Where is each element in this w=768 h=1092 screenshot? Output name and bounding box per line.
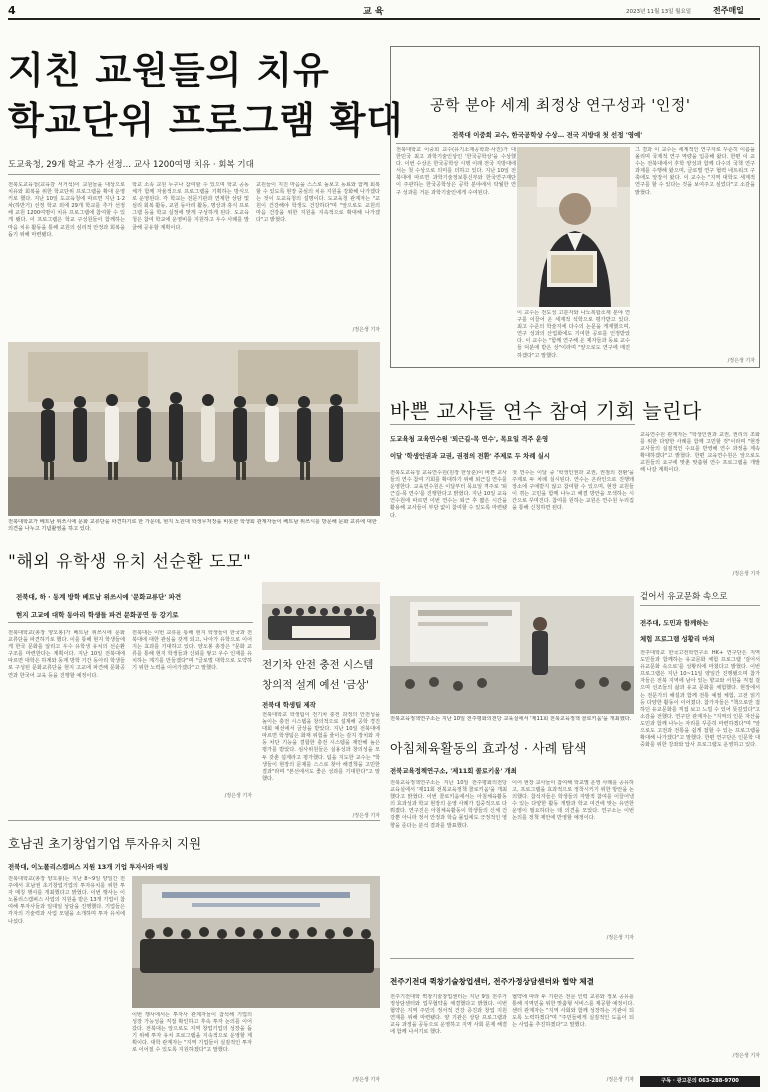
teachers-body-col2: 첫 연수는 이달 중 '학생인권과 교권, 권점의 전환'을 주제로 두 차례 실시된다. 연수는 온라인으로 진행돼 장소에 구애받지 않고 참여할 수 있으며, 현장 교원들이 겪는 고민을 함께 나누고 해결 방안을 모색하는 시간으로 꾸며진다. 참여를 원하는 교원은 연수원 누리집을 통해 신청하면 된다.: [512, 470, 634, 512]
charging-headline-line1: 전기차 안전 충전 시스템: [262, 659, 374, 671]
group-photo-caption: 전북대학교가 베트남 위쓰시에 문화 교류단을 파견하기로 한 가운데, 현지 노원대 학생무처장을 비롯한 학생회 관계자들이 베트남 위쓰시를 방문해 문화 교류에 대한 의견을 나누고 기념촬영을 하고 있다.: [8, 519, 377, 532]
teachers-subhead2: 이달 '학생인권과 교권, 권점의 전환' 주제로 두 차례 실시: [390, 452, 550, 460]
startup-body-col1: 전북대학교(총장 양오봉)는 지난 8~9일 양일간 전주에서 호남권 초기창업기업의 투자유치를 위한 투자 매칭 행사를 개최했다고 밝혔다. 이번 행사는 이노폴리스캠퍼스 사업의 지원을 받은 13개 기업이 참여해 투자사들과 일대일 상담을 진행했다. 기업들은 각자의 기술력과 사업 모델을 소개하며 투자 유치에 나섰다.: [8, 876, 125, 925]
culture-headline: 겉어서 유교문화 속으로: [640, 592, 728, 602]
lead-rule: [8, 174, 380, 175]
morning-body-col1: 전북교육정책연구소는 지난 10일 전주평화의전당 교육실에서 '제11회 전북교육정책 콜로키움'을 개최했다고 밝혔다. 이번 콜로키움에서는 아침체육활동의 효과성과 학교 현장의 운영 사례가 집중적으로 다뤄졌다. 연구진은 아침체육활동이 학생들의 신체 건강뿐 아니라 정서 안정과 학습 몰입에도 긍정적인 영향을 준다는 분석 결과를 발표했다.: [390, 780, 507, 829]
group-photo: [8, 342, 380, 516]
agreement-body-col2: 협약에 따라 두 기관은 전문 인력 교류와 정보 공유를 통해 지역민을 위한 맞춤형 서비스를 제공할 예정이다. 센터 관계자는 "지역 사회와 함께 성장하는 기관이 되도록 노력하겠다"며 "주민들에게 실질적인 도움이 되는 사업을 추진하겠다"고 말했다.: [512, 994, 634, 1029]
header-rule: [8, 18, 760, 20]
colloquium-photo-caption: 전북교육정책연구소는 지난 10일 전주평화의전당 교육실에서 '제11회 전북교육정책 콜로키움'을 개최했다.: [390, 716, 632, 722]
startup-subhead: 전북대, 이노폴리스캠퍼스 지원 13개 기업 투자사와 매칭: [8, 863, 169, 871]
startup-byline: /정은생 기자: [352, 1077, 380, 1083]
culture-rule: [640, 605, 760, 606]
lead-headline-line1: 지친 교원들의 치유: [8, 48, 330, 92]
startup-event-photo: [132, 876, 380, 1008]
culture-subhead1: 전주대, 도민과 함께하는: [640, 619, 709, 627]
issue-date: 2023년 11월 13일 월요일: [626, 9, 692, 15]
overseas-body-col2: 전북대는 이번 교류를 통해 현지 학생들이 한국과 전북대에 대한 관심을 갖게 되고, 나아가 유학으로 이어지는 효과를 기대하고 있다. 양오봉 총장은 "문화 교류를 통해 현지 학생들과 신뢰를 쌓고 우수 인재를 유치하는 계기를 만들겠다"며 "글로벌 대학으로 도약하기 위한 노력을 이어가겠다"고 말했다.: [132, 630, 252, 672]
charging-byline: /정은생 기자: [352, 813, 380, 819]
overseas-body-col1: 전북대학교(총장 양오봉)가 베트남 위쓰시에 문화 교류단을 파견하기로 했다. 이를 통해 현지 학생들에게 한국 문화를 알리고 우수 유학생 유치의 선순환 구조를 마련한다는 계획이다. 지난 10일 전북대에 따르면 대학은 하계와 동계 방학 기간 동아리 학생들로 구성된 문화교류단을 현지 고교에 파견해 문화공연과 한국어 교육 등을 진행할 예정이다.: [8, 630, 125, 679]
contact-text: 구독 · 광고문의 063-288-9700: [661, 1078, 739, 1084]
teachers-subhead1: 도교육청 교육연수원 '퇴근길-목 연수', 목요일 격주 운영: [390, 435, 549, 443]
startup-body-col2: 이번 행사에서는 투자사 관계자들이 참석해 기업의 성장 가능성을 직접 확인하고 후속 투자 논의를 이어갔다. 전북대는 앞으로도 지역 창업기업의 성장을 돕기 위해 투자 유치 프로그램을 지속적으로 운영할 계획이다. 대학 관계자는 "지역 기업들이 실질적인 투자로 이어질 수 있도록 지원하겠다"고 말했다.: [132, 1012, 252, 1054]
culture-subhead2: 체험 프로그램 성황리 마쳐: [640, 635, 715, 643]
page-number: 4: [8, 4, 16, 17]
morning-byline: /정은생 기자: [606, 935, 634, 941]
startup-top-rule: [8, 820, 380, 821]
lead-body-col3: 교원들이 지친 마음을 스스로 돌보고 동료와 함께 회복할 수 있도록 현장 중심의 치유 지원을 강화해 나가겠다는 것이 도교육청의 설명이다. 도교육청 관계자는 "교원이 건강해야 학생도 건강하다"며 "앞으로도 교원의 마음 건강을 위한 지원을 지속적으로 확대해 나가겠다"고 밝혔다.: [256, 182, 380, 224]
agreement-byline: /정은생 기자: [606, 1077, 634, 1083]
contact-bar: [640, 1076, 760, 1087]
charging-subhead: 전북대 학생팀 제작: [262, 701, 316, 709]
research-subhead: 전북대 이중희 교수, 한국공학상 수상… 전국 지방대 첫 선정 '영예': [452, 131, 643, 139]
teachers-body-col1: 전북도교육청 교육연수원(원장 한상훈)이 바쁜 교사들의 연수 참여 기회를 확대하기 위해 퇴근길 연수를 운영한다. 교육연수원은 이달부터 목요일 격주로 '퇴근길-목 연수'를 진행한다고 밝혔다. 지난 10일 교육연수원에 따르면 이번 연수는 퇴근 후 짧은 시간을 활용해 교사들이 부담 없이 참여할 수 있도록 마련됐다.: [390, 470, 507, 519]
morning-subhead: 전북교육정책연구소, '제11회 콜로키움' 개최: [390, 767, 517, 775]
agreement-body-col1: 전주기전대학 퀵창기술창업센터는 지난 9일 전주가정상담센터와 업무협약을 체결했다고 밝혔다. 이번 협약은 지역 주민의 정서적 건강 증진과 창업 지원 연계를 위해 마련됐다. 양 기관은 상담 프로그램과 교육 과정을 공동으로 운영하고 지역 사회 문제 해결에 함께 나서기로 했다.: [390, 994, 507, 1036]
page-header: [8, 4, 760, 18]
research-byline: /정은생 기자: [727, 358, 755, 364]
overseas-byline: /정은생 기자: [224, 793, 252, 799]
charging-headline-line2: 창의적 설계 예선 '금상': [262, 679, 370, 691]
morning-headline: 아침체육활동의 효과성 · 사례 탐색: [390, 742, 587, 757]
research-body-col3: 그 결과 이 교수는 세계적인 연구자로 꾸준히 이름을 올리며 국제적 연구 역량을 입증해 왔다. 한편 이 교수는 전북대에서 후학 양성과 함께 다수의 국책 연구 과제를 수행해 왔으며, 글로벌 연구 협력 네트워크 구축에도 앞장서 왔다. 이 교수는 "지역 대학도 세계적 연구를 할 수 있다는 것을 보여주고 싶었다"고 소감을 밝혔다.: [635, 147, 755, 196]
teachers-body-col3: 교육연수원 관계자는 "학생인권과 교권, 권리의 조화를 위한 다양한 사례를 함께 고민할 것"이라며 "현장 교사들의 실질적인 수요를 반영해 연수 과정을 계속 확대하겠다"고 밝혔다. 한편 교육연수원은 앞으로도 교원들의 요구에 맞춘 맞춤형 연수 프로그램을 개발해 나갈 계획이다.: [640, 432, 760, 474]
paper-name: 전주매일: [713, 6, 744, 15]
overseas-rule: [8, 622, 253, 623]
researcher-photo: [517, 147, 630, 307]
charging-body: 전북대학교 학생팀이 전기차 충전 과정의 안전성을 높이는 충전 시스템을 창의적으로 설계해 공학 경진대회 예선에서 금상을 받았다. 지난 10일 전북대에 따르면 학생팀은 화재 위험을 줄이는 감지 장치와 자동 차단 기능을 결합한 충전 시스템을 제안해 높은 평가를 받았다. 심사위원들은 실용성과 창의성을 모두 갖춘 설계라고 평가했다. 팀을 지도한 교수는 "학생들이 현장의 문제를 스스로 찾아 해결책을 고민한 결과"라며 "본선에서도 좋은 성과를 기대한다"고 말했다.: [262, 712, 380, 782]
culture-body: 전주대학교 한국고전학연구소 HK+ 연구단은 지역 도민들과 함께하는 유교문화 체험 프로그램 '걸어서 유교문화 속으로'를 성황리에 마쳤다고 밝혔다. 이번 프로그램은 지난 10~11일 양일간 진행됐으며 참가자들은 전북 지역에 남아 있는 향교와 서원을 직접 걸으며 선조들의 삶과 유교 문화를 체험했다. 현장에서는 전문가의 해설과 함께 전통 예절 체험, 고전 읽기 등 다양한 활동이 이어졌다. 참가자들은 "책으로만 접하던 유교문화를 직접 보고 느낄 수 있어 뜻깊었다"고 소감을 전했다. 연구단 관계자는 "지역의 인문 자산을 도민과 함께 나누는 자리를 꾸준히 마련하겠다"며 "앞으로도 고전과 전통을 쉽게 접할 수 있는 프로그램을 확대해 나가겠다"고 말했다. 한편 연구단은 인문학 대중화를 위한 강좌와 답사 프로그램도 운영하고 있다.: [640, 650, 760, 749]
lead-headline-line2: 학교단위 프로그램 확대: [8, 98, 404, 142]
section-name: 교 육: [363, 7, 384, 17]
lead-body-col1: 전북도교육청(교육감 서거석)이 교원들을 대상으로 치유와 회복을 위한 학교단위 프로그램을 확대 운영키로 했다. 지난 10일 도교육청에 따르면 지난 1·2차(하반기) 선정 학교 외에 29개 학교를 추가 선정해 교원 1200여명이 치유 프로그램에 참여할 수 있게 됐다. 이 프로그램은 학교 구성원들이 함께하는 마음 치유 활동을 통해 교원의 심리적 안정과 회복을 돕기 위해 마련됐다.: [8, 182, 125, 238]
research-headline: 공학 분야 세계 최정상 연구성과 '인정': [430, 96, 691, 114]
overseas-subhead1: 전북대, 하 · 동계 방학 베트남 위쓰시에 '문화교류단' 파견: [16, 593, 182, 601]
teachers-headline: 바쁜 교사들 연수 참여 기회 늘린다: [390, 399, 702, 423]
culture-byline: /정은생 기자: [732, 1053, 760, 1059]
agreement-headline: 전주기전대 퀵창기술창업센터, 전주가정상담센터와 협약 체결: [390, 977, 594, 986]
lead-subhead: 도교육청, 29개 학교 추가 선정… 교사 1200여명 치유 · 회복 기대: [8, 160, 254, 170]
lead-byline: /정은생 기자: [352, 327, 380, 333]
lead-body-col2: 학교 소속 교원 누구나 참여할 수 있으며 학교 공동체가 함께 자율적으로 프로그램을 기획하는 방식으로 운영된다. 각 학교는 전문기관과 연계한 상담 및 심리 회복 활동, 교원 동아리 활동, 명상과 휴식 프로그램 등을 학교 실정에 맞게 구성하게 된다. 도교육청은 참여 학교에 운영비를 지원하고 우수 사례를 발굴해 공유할 계획이다.: [132, 182, 249, 231]
colloquium-photo: [390, 596, 634, 714]
agreement-top-rule: [390, 958, 634, 959]
teachers-byline: /정은생 기자: [732, 571, 760, 577]
research-rule: [396, 143, 754, 144]
morning-body-col2: 이어 현장 교사들이 참여해 학교별 운영 사례를 공유하고, 프로그램을 효과적으로 정착시키기 위한 방안을 논의했다. 참석자들은 학생들의 자발적 참여를 이끌어낼 수 있는 다양한 활동 개발과 학교 여건에 맞는 유연한 운영이 필요하다는 데 의견을 모았다. 연구소는 이번 논의를 정책 제안에 반영할 예정이다.: [512, 780, 634, 822]
research-body-col2: 이 교수는 전도성 고분자와 나노복합소재 분야 연구를 이끌어 온 세계적 석학으로 평가받고 있다. 최고 수준의 학술지에 다수의 논문을 게재했으며, 연구 성과의 산업화에도 기여한 공로를 인정받았다. 이 교수는 "함께 연구해 온 제자들과 동료 교수들 덕분에 받은 상"이라며 "앞으로도 연구에 매진하겠다"고 말했다.: [517, 310, 630, 359]
overseas-subhead2: 현지 고교에 대학 동아리 학생들 파견 문화공연 등 강기로: [16, 611, 179, 619]
overseas-headline: "해외 유학생 유치 선순환 도모": [8, 552, 252, 572]
charging-team-photo: [262, 582, 380, 650]
research-body-col1: 전북대학교 이중희 교수(유기소재공학과·사진)가 대한민국 최고 과학기술인상인 '한국공학상'을 수상했다. 이번 수상은 한국공학상 시행 이래 전국 지방대에서는 첫 수상으로 의미를 더하고 있다. 지난 10일 전북대에 따르면 과학기술정보통신부와 한국연구재단이 주관하는 한국공학상은 공학 분야에서 탁월한 연구 성과를 거둔 과학기술인에게 수여된다.: [396, 147, 516, 196]
startup-headline: 호남권 초기창업기업 투자유치 지원: [8, 836, 202, 851]
teachers-rule: [390, 424, 635, 425]
